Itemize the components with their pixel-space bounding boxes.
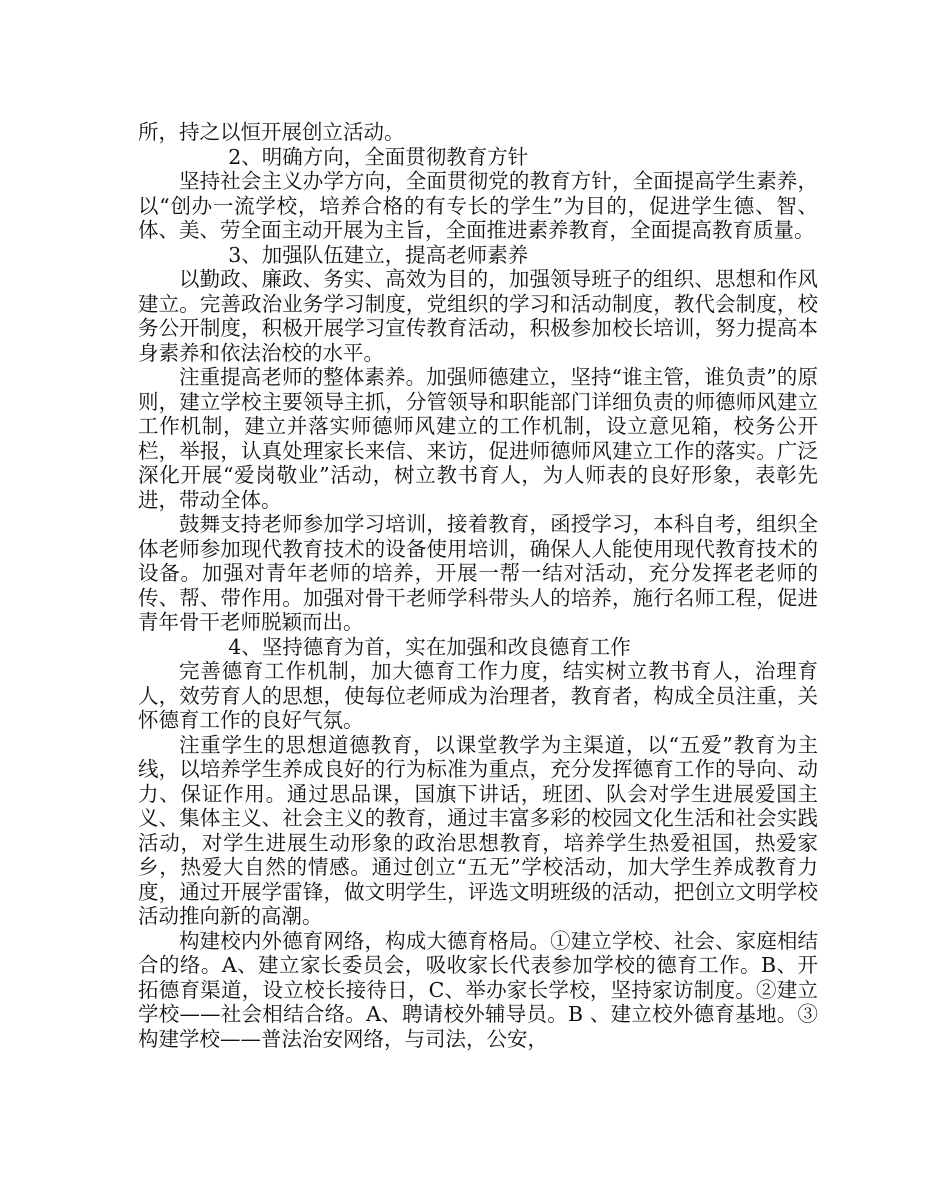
section-heading-2: 2、明确方向，全面贯彻教育方针	[228, 144, 529, 169]
paragraph-moral-mechanism: 完善德育工作机制，加大德育工作力度，结实树立教书育人，治理育人，效劳育人的思想，使每位老师成为治理者，教育者，构成全员注重，关怀德育工作的良好气氛。	[138, 659, 818, 732]
paragraph-continuation: 所，持之以恒开展创立活动。	[138, 120, 405, 144]
section-heading-4: 4、坚持德育为首，实在加强和改良德育工作	[228, 634, 631, 659]
section-heading-3: 3、加强队伍建立，提高老师素养	[228, 242, 529, 267]
document-page	[138, 120, 818, 1051]
paragraph-education-policy: 坚持社会主义办学方向，全面贯彻党的教育方针，全面提高学生素养，以“创办一流学校，培养合格的有专长的学生”为目的，促进学生德、智、体、美、劳全面主动开展为主旨，全面推进素养教育，全面提高教育质量。	[138, 169, 818, 242]
paragraph-leadership: 以勤政、廉政、务实、高效为目的，加强领导班子的组织、思想和作风建立。完善政治业务学习制度，党组织的学习和活动制度，教代会制度，校务公开制度，积极开展学习宣传教育活动，积极参加校长培训，努力提高本身素养和依法治校的水平。	[138, 267, 818, 365]
paragraph-teacher-quality: 注重提高老师的整体素养。加强师德建立，坚持“谁主管，谁负责”的原则，建立学校主要领导主抓，分管领导和职能部门详细负责的师德师风建立工作机制，建立并落实师德师风建立的工作机制，设立意见箱，校务公开栏，举报，认真处理家长来信、来访，促进师德师风建立工作的落实。广泛深化开展“爱岗敬业”活动，树立教书育人，为人师表的良好形象，表彰先进，带动全体。	[138, 365, 818, 512]
paragraph-teacher-training: 鼓舞支持老师参加学习培训，接着教育，函授学习，本科自考，组织全体老师参加现代教育技术的设备使用培训，确保人人能使用现代教育技术的设备。加强对青年老师的培养，开展一帮一结对活动，充分发挥老老师的传、帮、带作用。加强对骨干老师学科带头人的培养，施行名师工程，促进青年骨干老师脱颖而出。	[138, 512, 818, 634]
paragraph-moral-network: 构建校内外德育网络，构成大德育格局。①建立学校、社会、家庭相结合的络。A、建立家长委员会，吸收家长代表参加学校的德育工作。B、开拓德育渠道，设立校长接待日，C、举办家长学校，坚持家访制度。②建立学校——社会相结合络。A、聘请校外辅导员。B 、建立校外德育基地。③构建学校——普法治安网络，与司法，公安，	[138, 928, 818, 1051]
paragraph-moral-education: 注重学生的思想道德教育，以课堂教学为主渠道，以“五爱”教育为主线，以培养学生养成良好的行为标准为重点，充分发挥德育工作的导向、动力、保证作用。通过思品课，国旗下讲话，班团、队会对学生进展爱国主义、集体主义、社会主义的教育，通过丰富多彩的校园文化生活和社会实践活动，对学生进展生动形象的政治思想教育，培养学生热爱祖国，热爱家乡，热爱大自然的情感。通过创立“五无”学校活动，加大学生养成教育力度，通过开展学雷锋，做文明学生，评选文明班级的活动，把创立文明学校活动推向新的高潮。	[138, 732, 818, 928]
